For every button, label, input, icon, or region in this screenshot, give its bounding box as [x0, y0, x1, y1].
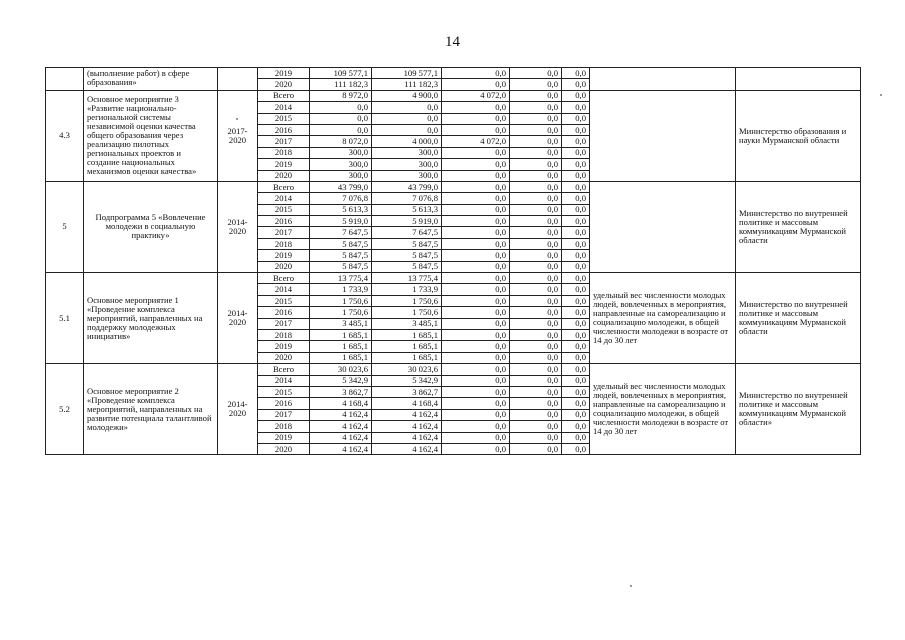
funding-cell: 1 750,6 [372, 295, 442, 306]
funding-cell: 0,0 [510, 443, 562, 454]
funding-cell: 0,0 [562, 295, 590, 306]
funding-cell: 0,0 [562, 204, 590, 215]
funding-cell: 0,0 [562, 432, 590, 443]
total-cell: 7 076,8 [310, 193, 372, 204]
funding-cell: 0,0 [510, 352, 562, 363]
total-cell: 1 750,6 [310, 307, 372, 318]
funding-cell: 0,0 [510, 364, 562, 375]
funding-cell: 0,0 [510, 238, 562, 249]
total-cell: 0,0 [310, 113, 372, 124]
funding-cell: 0,0 [562, 216, 590, 227]
funding-cell: 0,0 [442, 421, 510, 432]
funding-cell: 0,0 [562, 68, 590, 79]
year-cell: 2018 [258, 147, 310, 158]
funding-cell: 1 685,1 [372, 341, 442, 352]
year-cell: 2019 [258, 341, 310, 352]
funding-cell: 1 733,9 [372, 284, 442, 295]
funding-cell: 0,0 [562, 307, 590, 318]
funding-cell: 0,0 [562, 284, 590, 295]
funding-cell: 0,0 [442, 204, 510, 215]
funding-cell: 0,0 [562, 250, 590, 261]
funding-cell: 0,0 [442, 216, 510, 227]
funding-cell: 0,0 [442, 170, 510, 181]
year-cell: 2018 [258, 238, 310, 249]
funding-cell: 0,0 [510, 261, 562, 272]
period-cell [218, 68, 258, 91]
funding-cell: 0,0 [510, 124, 562, 135]
funding-cell: 0,0 [442, 79, 510, 90]
funding-cell: 0,0 [562, 409, 590, 420]
funding-cell: 0,0 [442, 409, 510, 420]
year-cell: 2014 [258, 375, 310, 386]
funding-cell: 0,0 [510, 181, 562, 192]
indicator-cell [590, 68, 736, 91]
period-cell: 2014-2020 [218, 181, 258, 272]
funding-cell: 0,0 [442, 341, 510, 352]
page-number: 14 [445, 34, 460, 50]
table-body [46, 68, 861, 455]
funding-cell: 0,0 [442, 364, 510, 375]
total-cell: 7 647,5 [310, 227, 372, 238]
funding-cell: 0,0 [442, 443, 510, 454]
total-cell: 5 847,5 [310, 261, 372, 272]
executor-cell: Министерство по внутренней политике и массовым коммуникациям Мурманской области» [736, 364, 861, 455]
funding-cell: 0,0 [510, 318, 562, 329]
funding-cell: 0,0 [562, 193, 590, 204]
total-cell: 30 023,6 [310, 364, 372, 375]
funding-cell: 3 862,7 [372, 386, 442, 397]
year-cell: 2016 [258, 398, 310, 409]
funding-cell: 0,0 [510, 204, 562, 215]
total-cell: 4 162,4 [310, 432, 372, 443]
total-cell: 1 685,1 [310, 341, 372, 352]
year-cell: 2017 [258, 409, 310, 420]
year-cell: 2017 [258, 227, 310, 238]
total-cell: 0,0 [310, 102, 372, 113]
scan-speck [236, 118, 238, 120]
total-cell: 5 847,5 [310, 250, 372, 261]
funding-cell: 0,0 [442, 318, 510, 329]
funding-cell: 0,0 [442, 227, 510, 238]
year-cell: 2019 [258, 159, 310, 170]
funding-cell: 0,0 [562, 443, 590, 454]
year-cell: 2018 [258, 329, 310, 340]
funding-cell: 0,0 [562, 329, 590, 340]
funding-cell: 0,0 [510, 273, 562, 284]
funding-cell: 300,0 [372, 170, 442, 181]
total-cell: 5 919,0 [310, 216, 372, 227]
funding-cell: 0,0 [510, 409, 562, 420]
total-cell: 300,0 [310, 170, 372, 181]
funding-cell: 0,0 [562, 318, 590, 329]
funding-cell: 0,0 [562, 364, 590, 375]
funding-cell: 0,0 [510, 90, 562, 101]
funding-cell: 0,0 [562, 398, 590, 409]
total-cell: 4 162,4 [310, 421, 372, 432]
total-cell: 0,0 [310, 124, 372, 135]
year-cell: 2020 [258, 443, 310, 454]
funding-cell: 0,0 [510, 375, 562, 386]
funding-cell: 5 847,5 [372, 238, 442, 249]
table-row [46, 181, 861, 192]
table-row [46, 364, 861, 375]
indicator-cell: удельный вес численности молодых людей, вовлеченных в мероприятия, направленные на самореализацию и социализацию молодежи, в общей численности молодежи в возрасте от 14 до 30 лет [590, 364, 736, 455]
funding-cell: 0,0 [442, 375, 510, 386]
row-number-cell [46, 68, 84, 91]
scan-speck [880, 94, 882, 96]
total-cell: 13 775,4 [310, 273, 372, 284]
funding-cell: 0,0 [562, 102, 590, 113]
funding-cell: 7 647,5 [372, 227, 442, 238]
funding-cell: 0,0 [510, 284, 562, 295]
funding-cell: 0,0 [562, 261, 590, 272]
measure-name-cell: Основное мероприятие 2 «Проведение комплекса мероприятий, направленных на развитие потенциала талантливой молодежи» [84, 364, 218, 455]
funding-cell: 0,0 [442, 124, 510, 135]
year-cell: Всего [258, 90, 310, 101]
funding-cell: 0,0 [510, 136, 562, 147]
funding-cell: 0,0 [510, 79, 562, 90]
year-cell: 2019 [258, 250, 310, 261]
total-cell: 4 162,4 [310, 443, 372, 454]
funding-cell: 43 799,0 [372, 181, 442, 192]
year-cell: 2015 [258, 113, 310, 124]
total-cell: 1 685,1 [310, 352, 372, 363]
funding-cell: 0,0 [510, 307, 562, 318]
program-table [45, 67, 861, 455]
year-cell: 2019 [258, 68, 310, 79]
total-cell: 300,0 [310, 159, 372, 170]
funding-cell: 4 162,4 [372, 432, 442, 443]
funding-cell: 0,0 [510, 159, 562, 170]
period-cell: 2014-2020 [218, 364, 258, 455]
year-cell: 2016 [258, 124, 310, 135]
year-cell: 2018 [258, 421, 310, 432]
funding-cell: 3 485,1 [372, 318, 442, 329]
funding-cell: 0,0 [510, 227, 562, 238]
total-cell: 8 072,0 [310, 136, 372, 147]
funding-cell: 0,0 [442, 68, 510, 79]
funding-cell: 0,0 [442, 113, 510, 124]
funding-cell: 0,0 [442, 329, 510, 340]
measure-name-cell: (выполнение работ) в сфере образования» [84, 68, 218, 91]
total-cell: 5 342,9 [310, 375, 372, 386]
funding-cell: 0,0 [510, 102, 562, 113]
funding-cell: 0,0 [372, 124, 442, 135]
funding-cell: 0,0 [562, 90, 590, 101]
funding-cell: 111 182,3 [372, 79, 442, 90]
funding-cell: 0,0 [562, 181, 590, 192]
row-number-cell: 4.3 [46, 90, 84, 181]
funding-cell: 5 613,3 [372, 204, 442, 215]
measure-name-cell: Основное мероприятие 3 «Развитие национально-региональной системы независимой оценки качества общего образования через реализацию пилотных региональных проектов и создание национальных механизмов оценки качества» [84, 90, 218, 181]
year-cell: 2019 [258, 432, 310, 443]
funding-cell: 0,0 [442, 432, 510, 443]
funding-cell: 0,0 [442, 102, 510, 113]
funding-cell: 0,0 [510, 68, 562, 79]
year-cell: Всего [258, 273, 310, 284]
total-cell: 5 847,5 [310, 238, 372, 249]
total-cell: 1 750,6 [310, 295, 372, 306]
year-cell: 2017 [258, 136, 310, 147]
year-cell: 2014 [258, 193, 310, 204]
funding-cell: 0,0 [510, 432, 562, 443]
funding-cell: 4 162,4 [372, 409, 442, 420]
funding-cell: 0,0 [510, 250, 562, 261]
total-cell: 8 972,0 [310, 90, 372, 101]
year-cell: 2015 [258, 295, 310, 306]
funding-cell: 0,0 [442, 193, 510, 204]
funding-cell: 0,0 [442, 284, 510, 295]
funding-cell: 0,0 [510, 398, 562, 409]
funding-cell: 0,0 [442, 238, 510, 249]
funding-cell: 5 342,9 [372, 375, 442, 386]
funding-cell: 0,0 [562, 375, 590, 386]
total-cell: 109 577,1 [310, 68, 372, 79]
funding-cell: 0,0 [562, 273, 590, 284]
funding-cell: 0,0 [442, 398, 510, 409]
funding-cell: 4 072,0 [442, 136, 510, 147]
total-cell: 3 485,1 [310, 318, 372, 329]
funding-cell: 0,0 [372, 102, 442, 113]
funding-cell: 1 685,1 [372, 329, 442, 340]
total-cell: 4 162,4 [310, 409, 372, 420]
total-cell: 43 799,0 [310, 181, 372, 192]
funding-cell: 5 919,0 [372, 216, 442, 227]
funding-cell: 13 775,4 [372, 273, 442, 284]
indicator-cell [590, 90, 736, 181]
table-row [46, 273, 861, 284]
funding-cell: 0,0 [510, 216, 562, 227]
funding-cell: 0,0 [372, 113, 442, 124]
funding-cell: 0,0 [562, 124, 590, 135]
funding-cell: 300,0 [372, 159, 442, 170]
funding-cell: 0,0 [562, 238, 590, 249]
indicator-cell [590, 181, 736, 272]
funding-cell: 0,0 [562, 147, 590, 158]
executor-cell: Министерство по внутренней политике и массовым коммуникациям Мурманской области [736, 273, 861, 364]
funding-cell: 30 023,6 [372, 364, 442, 375]
funding-cell: 0,0 [510, 147, 562, 158]
executor-cell: Министерство по внутренней политике и массовым коммуникациям Мурманской области [736, 181, 861, 272]
funding-cell: 0,0 [510, 329, 562, 340]
row-number-cell: 5.1 [46, 273, 84, 364]
total-cell: 4 168,4 [310, 398, 372, 409]
year-cell: 2020 [258, 79, 310, 90]
funding-cell: 0,0 [442, 307, 510, 318]
total-cell: 111 182,3 [310, 79, 372, 90]
measure-name-cell: Подпрограмма 5 «Вовлечение молодежи в социальную практику» [84, 181, 218, 272]
funding-cell: 0,0 [442, 352, 510, 363]
executor-cell [736, 68, 861, 91]
period-cell: 2017-2020 [218, 90, 258, 181]
table-row [46, 90, 861, 101]
funding-cell: 4 162,4 [372, 443, 442, 454]
funding-cell: 0,0 [562, 79, 590, 90]
funding-cell: 4 000,0 [372, 136, 442, 147]
funding-cell: 0,0 [510, 170, 562, 181]
funding-cell: 4 168,4 [372, 398, 442, 409]
funding-cell: 0,0 [510, 341, 562, 352]
funding-cell: 0,0 [442, 181, 510, 192]
funding-cell: 0,0 [442, 147, 510, 158]
funding-cell: 1 750,6 [372, 307, 442, 318]
year-cell: 2020 [258, 170, 310, 181]
funding-cell: 0,0 [510, 113, 562, 124]
year-cell: Всего [258, 181, 310, 192]
funding-cell: 0,0 [510, 421, 562, 432]
funding-cell: 0,0 [562, 421, 590, 432]
total-cell: 1 685,1 [310, 329, 372, 340]
year-cell: 2014 [258, 284, 310, 295]
funding-cell: 4 072,0 [442, 90, 510, 101]
year-cell: 2015 [258, 204, 310, 215]
funding-cell: 0,0 [442, 250, 510, 261]
funding-cell: 0,0 [562, 136, 590, 147]
measure-name-cell: Основное мероприятие 1 «Проведение комплекса мероприятий, направленных на поддержку молодежных инициатив» [84, 273, 218, 364]
funding-cell: 0,0 [562, 227, 590, 238]
funding-cell: 1 685,1 [372, 352, 442, 363]
funding-cell: 0,0 [510, 386, 562, 397]
funding-cell: 0,0 [442, 261, 510, 272]
funding-cell: 300,0 [372, 147, 442, 158]
row-number-cell: 5 [46, 181, 84, 272]
funding-cell: 0,0 [562, 386, 590, 397]
funding-cell: 0,0 [562, 113, 590, 124]
year-cell: 2016 [258, 216, 310, 227]
funding-cell: 5 847,5 [372, 261, 442, 272]
funding-cell: 0,0 [442, 273, 510, 284]
total-cell: 1 733,9 [310, 284, 372, 295]
funding-cell: 0,0 [510, 295, 562, 306]
period-cell: 2014-2020 [218, 273, 258, 364]
funding-cell: 0,0 [442, 159, 510, 170]
total-cell: 300,0 [310, 147, 372, 158]
funding-cell: 4 162,4 [372, 421, 442, 432]
funding-cell: 0,0 [442, 386, 510, 397]
funding-cell: 0,0 [442, 295, 510, 306]
year-cell: 2015 [258, 386, 310, 397]
total-cell: 3 862,7 [310, 386, 372, 397]
funding-cell: 4 900,0 [372, 90, 442, 101]
funding-cell: 5 847,5 [372, 250, 442, 261]
funding-cell: 0,0 [562, 352, 590, 363]
indicator-cell: удельный вес численности молодых людей, вовлеченных в мероприятия, направленные на самореализацию и социализацию молодежи, в общей численности молодежи в возрасте от 14 до 30 лет [590, 273, 736, 364]
funding-cell: 7 076,8 [372, 193, 442, 204]
scan-speck [630, 585, 632, 587]
year-cell: Всего [258, 364, 310, 375]
total-cell: 5 613,3 [310, 204, 372, 215]
funding-cell: 0,0 [562, 341, 590, 352]
year-cell: 2017 [258, 318, 310, 329]
year-cell: 2014 [258, 102, 310, 113]
table-row [46, 68, 861, 79]
year-cell: 2020 [258, 352, 310, 363]
year-cell: 2016 [258, 307, 310, 318]
funding-cell: 0,0 [562, 170, 590, 181]
row-number-cell: 5.2 [46, 364, 84, 455]
funding-cell: 0,0 [510, 193, 562, 204]
funding-cell: 0,0 [562, 159, 590, 170]
year-cell: 2020 [258, 261, 310, 272]
funding-cell: 109 577,1 [372, 68, 442, 79]
executor-cell: Министерство образования и науки Мурманской области [736, 90, 861, 181]
